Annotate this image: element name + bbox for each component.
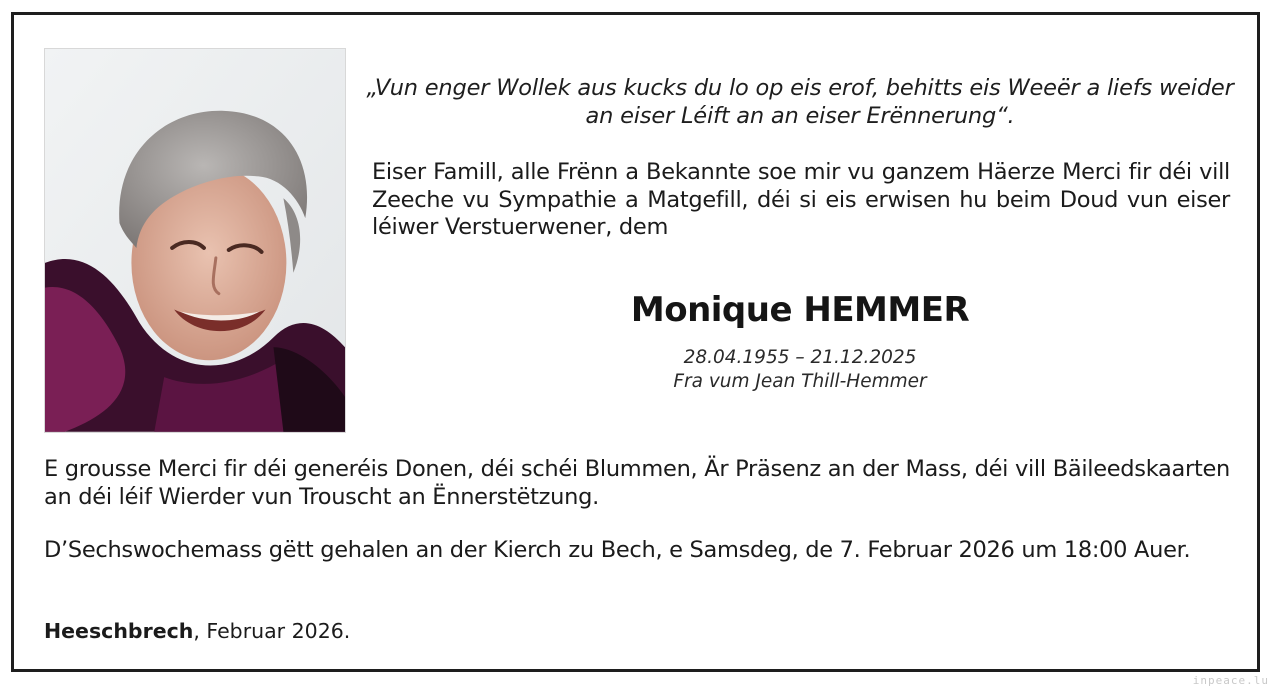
portrait-photo [44, 48, 346, 433]
closing-date: , Februar 2026. [193, 619, 351, 643]
memorial-quote: „Vun enger Wollek aus kucks du lo op eis erof, behitts eis Weeër a liefs weider an eiser Léift an an eiser Erënnerung“. [366, 75, 1234, 129]
spouse-line: Fra vum Jean Thill-Hemmer [673, 371, 927, 392]
closing-line [44, 618, 350, 644]
site-watermark: inpeace.lu [1192, 674, 1269, 687]
thanks-intro: Eiser Famill, alle Frënn a Bekannte soe mir vu ganzem Häerze Merci fir déi vill Zeeche vu Sympathie a Matgefill, déi si eis erwisen hu beim Doud vun eiser léiwer Verstuerwener, dem [372, 159, 1230, 240]
mass-announcement: D’Sechswochemass gëtt gehalen an der Kierch zu Bech, e Samsdeg, de 7. Februar 2026 um 18:00 Auer. [44, 537, 1191, 563]
portrait-image [45, 49, 345, 432]
gratitude-paragraph: E grousse Merci fir déi generéis Donen, déi schéi Blummen, Är Präsenz an der Mass, déi vill Bäileedskaarten an déi léif Wierder vun Trouscht an Ënnerstëtzung. [44, 456, 1230, 510]
place-name: Heeschbrech [44, 619, 194, 643]
deceased-name: Monique HEMMER [630, 290, 970, 330]
life-dates: 28.04.1955 – 21.12.2025 [683, 347, 917, 368]
